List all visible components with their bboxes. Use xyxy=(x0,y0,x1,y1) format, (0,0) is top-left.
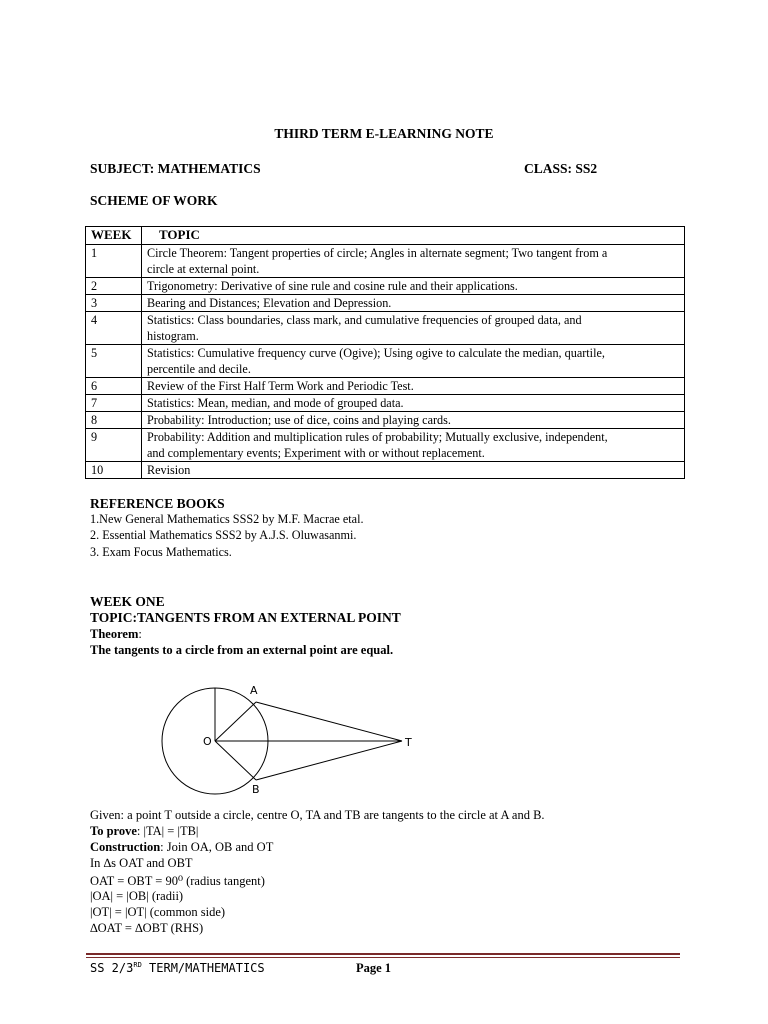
to-prove-text: : |TA| = |TB| xyxy=(136,824,199,838)
topic-line: Statistics: Class boundaries, class mark, and cumulative frequencies of grouped data, and xyxy=(147,313,582,327)
tangent-tb xyxy=(256,741,402,780)
table-row xyxy=(86,395,685,412)
footer-divider-thin xyxy=(86,957,680,958)
topic-line: Bearing and Distances; Elevation and Depression. xyxy=(147,296,392,310)
reference-item: 2. Essential Mathematics SSS2 by A.J.S. Oluwasanmi. xyxy=(90,528,357,542)
week-cell: 2 xyxy=(86,278,142,295)
document-title: THIRD TERM E-LEARNING NOTE xyxy=(274,126,494,141)
footer-divider xyxy=(86,953,680,955)
table-row xyxy=(86,278,685,295)
week-cell: 5 xyxy=(86,345,142,378)
topic-cell xyxy=(142,412,685,429)
tangent-ta xyxy=(256,702,402,741)
footer-course xyxy=(90,961,265,975)
proof-line: ∆OAT = ∆OBT (RHS) xyxy=(90,921,204,935)
week-cell: 10 xyxy=(86,462,142,479)
page-number: Page 1 xyxy=(356,961,392,975)
week-cell: 1 xyxy=(86,245,142,278)
topic-cell xyxy=(142,378,685,395)
topic-line: histogram. xyxy=(147,329,199,343)
topic-cell xyxy=(142,278,685,295)
week-cell: 8 xyxy=(86,412,142,429)
point-t-label: T xyxy=(405,736,412,749)
point-o-label: O xyxy=(203,735,212,748)
reference-heading: REFERENCE BOOKS xyxy=(90,496,225,511)
topic-line: Review of the First Half Term Work and Periodic Test. xyxy=(147,379,414,393)
week-one-topic: TOPIC:TANGENTS FROM AN EXTERNAL POINT xyxy=(90,610,401,625)
topic-line: Statistics: Mean, median, and mode of grouped data. xyxy=(147,396,404,410)
proof-line: OAT = OBT = 90⁰ (radius tangent) xyxy=(90,874,265,888)
proof-line: |OA| = |OB| (radii) xyxy=(90,889,184,903)
reference-item: 3. Exam Focus Mathematics. xyxy=(90,545,232,559)
topic-cell xyxy=(142,395,685,412)
week-cell: 9 xyxy=(86,429,142,462)
table-header-row xyxy=(86,227,685,245)
point-a-label: A xyxy=(250,684,258,697)
topic-line: circle at external point. xyxy=(147,262,260,276)
topic-cell xyxy=(142,245,685,278)
table-row xyxy=(86,429,685,462)
topic-cell xyxy=(142,345,685,378)
proof-in-line: In ∆s OAT and OBT xyxy=(90,856,193,870)
given-statement: Given: a point T outside a circle, centre O, TA and TB are tangents to the circle at A and B. xyxy=(90,808,545,822)
scheme-of-work-table xyxy=(85,226,685,479)
topic-line: Statistics: Cumulative frequency curve (Ogive); Using ogive to calculate the median, quartile, xyxy=(147,346,605,360)
tangent-diagram xyxy=(150,676,430,801)
subject-label: SUBJECT: MATHEMATICS xyxy=(90,161,261,176)
footer-course-a: SS 2/3 xyxy=(90,961,134,975)
construction-label: Construction xyxy=(90,840,161,854)
theorem-label xyxy=(90,627,142,642)
theorem-statement: The tangents to a circle from an external point are equal. xyxy=(90,643,394,657)
construction-line xyxy=(90,840,273,855)
theorem-label-text: Theorem xyxy=(90,627,139,641)
topic-line: Probability: Addition and multiplication rules of probability; Mutually exclusive, independent, xyxy=(147,430,608,444)
table-row xyxy=(86,378,685,395)
table-row xyxy=(86,345,685,378)
theorem-colon: : xyxy=(138,627,142,641)
topic-cell xyxy=(142,312,685,345)
week-cell: 7 xyxy=(86,395,142,412)
table-row xyxy=(86,245,685,278)
week-cell: 4 xyxy=(86,312,142,345)
scheme-heading: SCHEME OF WORK xyxy=(90,193,218,208)
topic-line: Revision xyxy=(147,463,191,477)
week-cell: 3 xyxy=(86,295,142,312)
construction-text: : Join OA, OB and OT xyxy=(160,840,274,854)
table-row xyxy=(86,462,685,479)
week-cell: 6 xyxy=(86,378,142,395)
topic-cell xyxy=(142,462,685,479)
radius-ob xyxy=(215,741,256,780)
week-column-header: WEEK xyxy=(86,227,142,245)
topic-line: percentile and decile. xyxy=(147,362,251,376)
table-row xyxy=(86,412,685,429)
topic-cell xyxy=(142,429,685,462)
proof-line: |OT| = |OT| (common side) xyxy=(90,905,226,919)
topic-line: Probability: Introduction; use of dice, coins and playing cards. xyxy=(147,413,451,427)
to-prove-line xyxy=(90,824,198,839)
radius-oa xyxy=(215,702,256,741)
topic-cell xyxy=(142,295,685,312)
footer-course-sup: RD xyxy=(133,961,142,969)
point-b-label: B xyxy=(252,783,260,796)
week-one-heading: WEEK ONE xyxy=(90,594,165,609)
topic-line: and complementary events; Experiment with or without replacement. xyxy=(147,446,485,460)
reference-item: 1.New General Mathematics SSS2 by M.F. Macrae etal. xyxy=(90,512,364,526)
table-body xyxy=(86,245,685,479)
topic-line: Circle Theorem: Tangent properties of circle; Angles in alternate segment; Two tangent from a xyxy=(147,246,608,260)
topic-header-text: TOPIC xyxy=(159,227,200,242)
table-row xyxy=(86,312,685,345)
footer-course-b: TERM/MATHEMATICS xyxy=(141,961,265,975)
table-row xyxy=(86,295,685,312)
to-prove-label: To prove xyxy=(90,824,137,838)
topic-column-header xyxy=(142,227,685,245)
class-label: CLASS: SS2 xyxy=(524,161,598,176)
topic-line: Trigonometry: Derivative of sine rule and cosine rule and their applications. xyxy=(147,279,518,293)
